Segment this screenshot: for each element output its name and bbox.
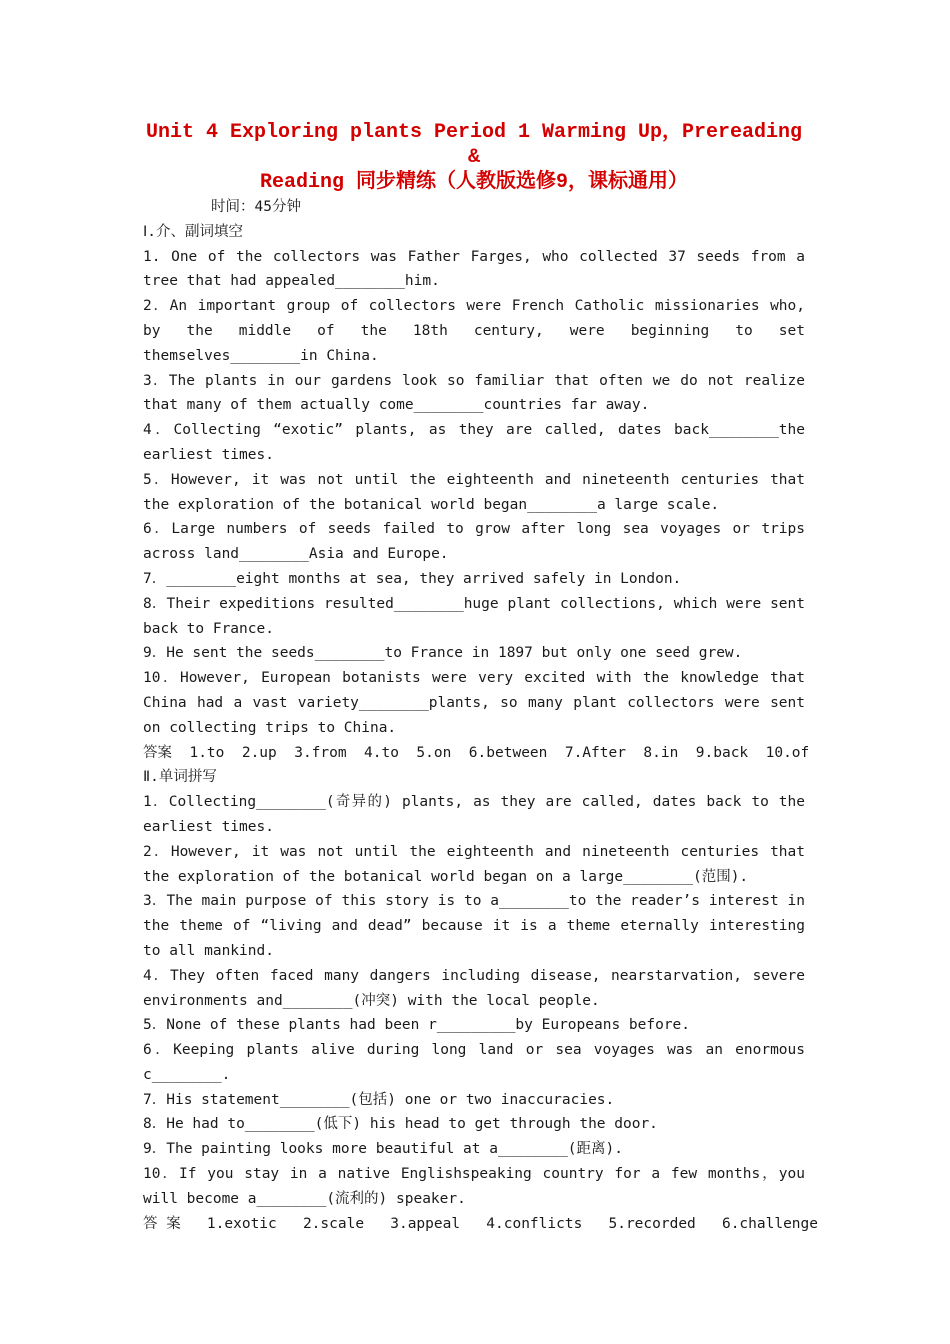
title-line-2: Reading 同步精练（人教版选修9，课标通用） [259,171,689,194]
section-heading: Ⅰ.介、副词填空 [143,223,244,240]
question-item: 1. One of the collectors was Father Farges, who collected 37 seeds from a tree that had appealed________him. [143,248,805,290]
question-item: 4．They often faced many dangers including disease, nearstarvation, severe environments and________(冲突) with the local people. [143,967,805,1009]
question-item: 2．However, it was not until the eighteenth and nineteenth centuries that the exploration of the botanical world began on a large________(范围). [143,843,805,885]
question-item: 7．________eight months at sea, they arrived safely in London. [143,570,682,587]
question-item: 4．Collecting “exotic” plants, as they are called, dates back________the earliest times. [143,422,805,463]
question-item: 9．The painting looks more beautiful at a________(距离). [143,1141,623,1158]
section-spelling [143,765,819,1236]
time-limit: 时间：45分钟 [211,199,301,215]
question-item: 6．Large numbers of seeds failed to grow after long sea voyages or trips across land________Asia and Europe. [143,521,805,563]
question-item: 6．Keeping plants alive during long land or sea voyages was an enormous c________. [143,1042,805,1083]
question-item: 5．None of these plants had been r_________by Europeans before. [143,1017,691,1034]
question-item: 3．The plants in our gardens look so familiar that often we do not realize that many of them actually come________countries far away. [143,372,805,414]
section-prepositions [143,220,810,766]
question-item: 10．However, European botanists were very excited with the knowledge that China had a vast variety________plants, so many plant collectors were sent on collecting trips to China. [143,670,805,736]
question-item: 1．Collecting________(奇异的) plants, as they are called, dates back to the earliest times. [143,794,805,835]
answer-key: 答 案 1.exotic 2.scale 3.appeal 4.conflicts 5.recorded 6.challenge [143,1215,819,1232]
question-item: 8．Their expeditions resulted________huge plant collections, which were sent back to France. [143,595,805,637]
document-page [143,120,819,1236]
question-item: 2．An important group of collectors were French Catholic missionaries who, by the middle of the 18th century, were beginning to set themselves________in China. [143,298,805,364]
question-item: 8．He had to________(低下) his head to get through the door. [143,1116,658,1133]
question-item: 5．However, it was not until the eighteenth and nineteenth centuries that the exploration of the botanical world began________a large scale. [143,471,805,513]
answer-key: 答案 1.to 2.up 3.from 4.to 5.on 6.between 7.After 8.in 9.back 10.of [143,744,810,761]
question-item: 10．If you stay in a native Englishspeaking country for a few months，you will become a________(流利的) speaker. [143,1166,805,1207]
title-line-1: Unit 4 Exploring plants Period 1 Warming Up，Prereading & [145,121,803,169]
question-item: 3．The main purpose of this story is to a________to the reader’s interest in the theme of “living and dead” because it is a theme eternally interesting to all mankind. [143,893,805,959]
question-item: 7．His statement________(包括) one or two inaccuracies. [143,1091,615,1108]
document-title [143,120,805,195]
section-heading: Ⅱ.单词拼写 [143,769,217,786]
question-item: 9．He sent the seeds________to France in 1897 but only one seed grew. [143,645,743,662]
